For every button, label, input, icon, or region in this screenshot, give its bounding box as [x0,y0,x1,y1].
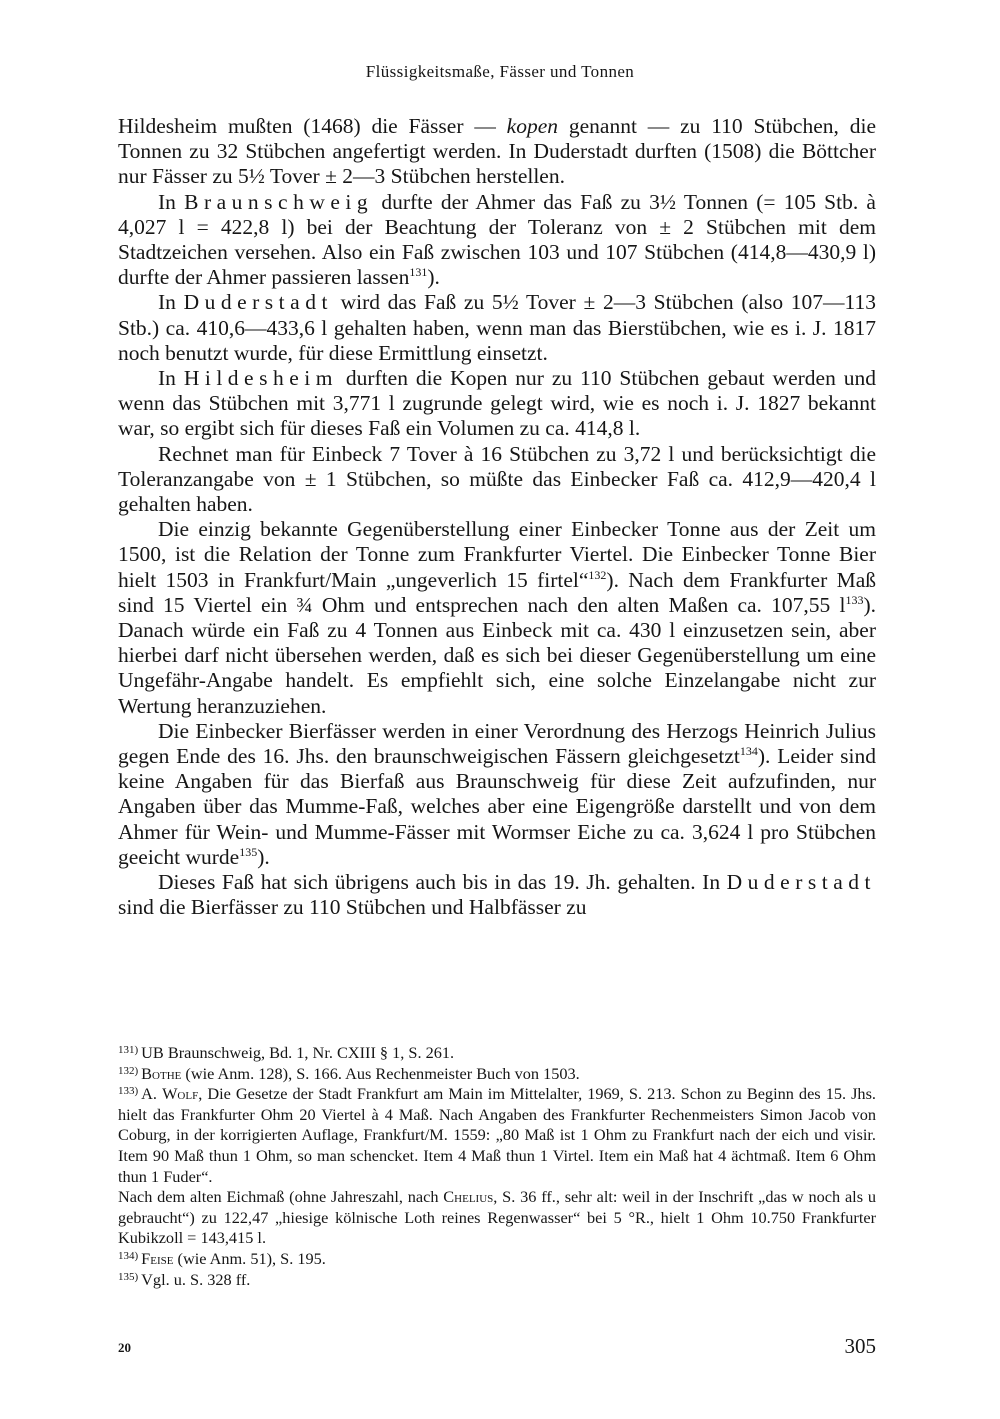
signature-mark: 20 [118,1340,131,1355]
author-name: Feise [141,1248,174,1268]
footnote-132: $^{132)}$ Bothe (wie Anm. 128), S. 166. Aus Rechenmeister Buch von 1503. [118,1063,580,1083]
author-name: Wolf [162,1084,199,1104]
paragraph-8: Dieses Faß hat sich übrigens auch bis in das 19. Jh. gehalten. In Duderstadt sind die Bierfässer zu 110 Stübchen und Halbfässer zu [118,870,876,920]
footnote-133: $^{133)}$ A. Wolf, Die Gesetze der Stadt Frankfurt am Main im Mittelalter, 1969, S. 213. Schon zu Beginn des 15. Jhs. hielt das Frankfurter Ohm 20 Viertel à 4 Maß. Nach Angaben des Frankfurter Rechenmeisters Simon Jacob von Coburg, in der korrigierten Auflage, Frankfurt/M. 1559: „80 Maß ist 1 Ohm zu Frankfurt nach der eich und visir. Item 90 Maß thun 1 Ohm, so man schencket. Item 4 Maß thun 1 Virtel. Item ein Maß hat 4 ächtmaß. Item 6 Ohm thun 1 Fuder“. [118,1084,876,1186]
paragraph-2: In Braunschweig durfte der Ahmer das Faß zu 3½ Tonnen (= 105 Stb. à 4,027 l = 422,8 l) bei der Beachtung der Toleranz von ± 2 Stübchen mit dem Stadtzeichen versehen. Also ein Faß zwischen 103 und 107 Stübchen (414,8—430,9 l) durfte der Ahmer passieren lassen$^{131}$). [118,189,876,290]
author-name: Chelius [443,1187,494,1207]
footnote-133-continuation: Nach dem alten Eichmaß (ohne Jahreszahl, nach Chelius, S. 36 ff., sehr alt: weil in der Inschrift „das w noch als u gebraucht“) zu 122,47 „hiesige kölnische Loth reines Regenwasser“ bei 5 °R., hielt 1 Ohm 10.750 Frankfurter Kubikzoll = 143,415 l. [118,1187,876,1248]
main-text [118,114,876,921]
paragraph-1: Hildesheim mußten (1468) die Fässer — kopen genannt — zu 110 Stübchen, die Tonnen zu 32 Stübchen angefertigt werden. In Duderstadt durften (1508) die Böttcher nur Fässer zu 5½ Tover ± 2—3 Stübchen herstellen. [118,114,877,189]
paragraph-7: Die Einbecker Bierfässer werden in einer Verordnung des Herzogs Heinrich Julius gegen Ende des 16. Jhs. den braunschweigischen Fässern gleichgesetzt$^{134}$). Leider sind keine Angaben für das Bierfaß aus Braunschweig für diese Zeit aufzufinden, nur Angaben über das Mumme-Faß, welches aber eine Eigengröße darstellt und von dem Ahmer für Wein- und Mumme-Fässer mit Wormser Eiche zu ca. 3,624 l pro Stübchen geeicht wurde$^{135}$). [118,718,876,869]
footnote-135: $^{135)}$ Vgl. u. S. 328 ff. [118,1269,251,1289]
footnote-ref-134: 134 [739,744,758,759]
footnote-131: $^{131)}$ UB Braunschweig, Bd. 1, Nr. CXIII § 1, S. 261. [118,1043,455,1062]
running-head: Flüssigkeitsmaße, Fässer und Tonnen [365,62,635,81]
footnote-ref-131: 131 [409,265,428,280]
spaced-city-name: Braunschweig [184,189,374,214]
author-name: Bothe [141,1063,182,1083]
paragraph-6: Die einzig bekannte Gegenüberstellung einer Einbecker Tonne aus der Zeit um 1500, ist die Relation der Tonne zum Frankfurter Viertel. Die Einbecker Tonne Bier hielt 1503 in Frankfurt/Main „ungeverlich 15 firtel“$^{132}$). Nach dem Frankfurter Maß sind 15 Viertel ein ¾ Ohm und entsprechen nach den alten Maßen ca. 107,55 $l^{133}$). Danach würde ein Faß zu 4 Tonnen aus Einbeck mit ca. 430 l einzusetzen sein, aber hierbei darf nicht übersehen werden, daß es sich bei dieser Gegenüberstellung um eine Ungefähr-Angabe handelt. Es empfiehlt sich, eine solche Einzelangabe nicht zur Wertung heranzuziehen. [118,517,876,718]
spaced-city-name: Duderstadt [726,870,876,895]
spaced-city-name: Hildesheim [183,366,338,391]
paragraph-3: In Duderstadt wird das Faß zu 5½ Tover ± 2—3 Stübchen (also 107—113 Stb.) ca. 410,6—433,6 l gehalten haben, wenn man das Bierstübchen, wie es i. J. 1817 noch benutzt wurde, für diese Ermittlung einsetzt. [118,290,876,365]
paragraph-5: Rechnet man für Einbeck 7 Tover à 16 Stübchen zu 3,72 l und berücksichtigt die Toleranzangabe von ± 1 Stübchen, so müßte das Einbecker Faß ca. 412,9—420,4 l gehalten haben. [118,441,876,517]
paragraph-4: In Hildesheim durften die Kopen nur zu 110 Stübchen gebaut werden und wenn das Stübchen mit 3,771 l zugrunde gelegt wird, wie es noch i. J. 1827 bekannt war, so ergibt sich für dieses Faß ein Volumen zu ca. 414,8 l. [118,366,876,441]
footnote-ref-133: 133 [845,592,864,607]
term-kopen: kopen [506,114,559,138]
spaced-city-name: Duderstadt [183,290,333,315]
page-number: 305 [844,1334,876,1358]
footnote-134: $^{134)}$ Feise (wie Anm. 51), S. 195. [118,1248,326,1268]
footnote-ref-135: 135 [239,844,258,859]
footnote-ref-132: 132 [588,567,607,582]
footnotes [118,1043,876,1290]
